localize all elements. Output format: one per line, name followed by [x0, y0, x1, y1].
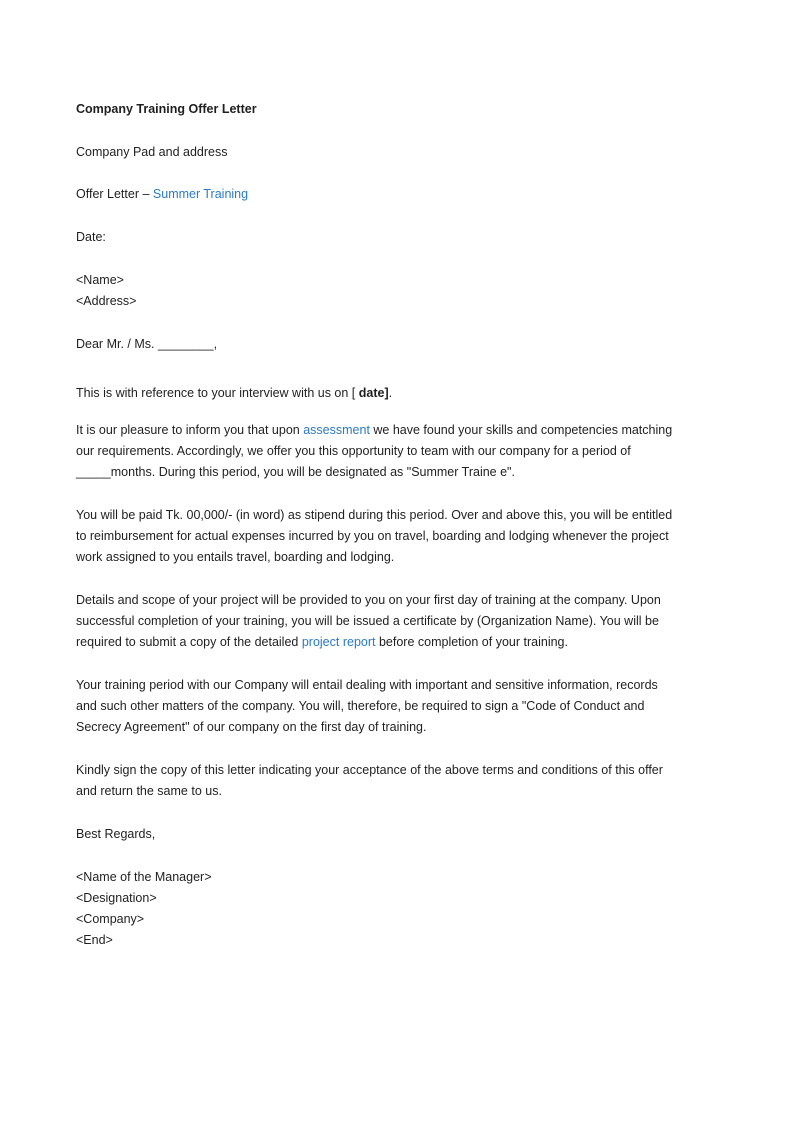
paragraph-row: Details and scope of your project will be provided to you on your first day of training at the company. Upon	[76, 593, 661, 607]
paragraph-text: before completion of your training.	[375, 635, 568, 649]
assessment-link[interactable]: assessment	[303, 423, 370, 437]
paragraph-acceptance	[76, 760, 708, 802]
reference-text: This is with reference to your interview with us on [	[76, 386, 359, 400]
paragraph-row	[76, 632, 708, 653]
paragraph-row: _____months. During this period, you will be designated as "Summer Traine e".	[76, 465, 515, 479]
offer-prefix: Offer Letter –	[76, 187, 153, 201]
paragraph-row: to reimbursement for actual expenses incurred by you on travel, boarding and lodging whenever the project	[76, 529, 669, 543]
paragraph-text: It is our pleasure to inform you that upon	[76, 423, 304, 437]
company-name: <Company>	[76, 912, 145, 926]
closing: Best Regards,	[76, 827, 156, 841]
reference-line	[76, 385, 392, 401]
salutation: Dear Mr. / Ms. ________,	[76, 337, 218, 351]
paragraph-stipend	[76, 505, 708, 568]
paragraph-row: our requirements. Accordingly, we offer you this opportunity to team with our company for a period of	[76, 444, 631, 458]
paragraph-confidentiality	[76, 675, 708, 738]
offer-line	[76, 186, 248, 202]
summer-training-link[interactable]: Summer Training	[152, 187, 249, 201]
paragraph-row: successful completion of your training, you will be issued a certificate by (Organization Name). You will be	[76, 614, 659, 628]
paragraph-row: Kindly sign the copy of this letter indicating your acceptance of the above terms and conditions of this offer	[76, 763, 663, 777]
date-label: Date:	[76, 230, 106, 244]
paragraph-row: Your training period with our Company will entail dealing with important and sensitive information, records	[76, 678, 658, 692]
document-title: Company Training Offer Letter	[76, 102, 257, 116]
manager-name: <Name of the Manager>	[76, 870, 212, 884]
designation: <Designation>	[76, 891, 157, 905]
paragraph-row: You will be paid Tk. 00,000/- (in word) as stipend during this period. Over and above this, you will be entitled	[76, 508, 673, 522]
paragraph-row: and return the same to us.	[76, 784, 222, 798]
paragraph-project	[76, 590, 708, 653]
paragraph-row: Secrecy Agreement" of our company on the first day of training.	[76, 720, 427, 734]
reference-date: date]	[358, 386, 389, 400]
paragraph-text: required to submit a copy of the detailed	[76, 635, 302, 649]
company-pad: Company Pad and address	[76, 145, 228, 159]
reference-end: .	[388, 386, 393, 400]
address-placeholder: <Address>	[76, 294, 137, 308]
paragraph-row	[76, 420, 708, 441]
end-marker: <End>	[76, 933, 113, 947]
paragraph-text: we have found your skills and competencies matching	[369, 423, 673, 437]
name-placeholder: <Name>	[76, 273, 124, 287]
paragraph-row: and such other matters of the company. You will, therefore, be required to sign a "Code of Conduct and	[76, 699, 645, 713]
project-report-link[interactable]: project report	[301, 635, 376, 649]
paragraph-row: work assigned to you entails travel, boarding and lodging.	[76, 550, 395, 564]
paragraph-assessment	[76, 420, 708, 483]
